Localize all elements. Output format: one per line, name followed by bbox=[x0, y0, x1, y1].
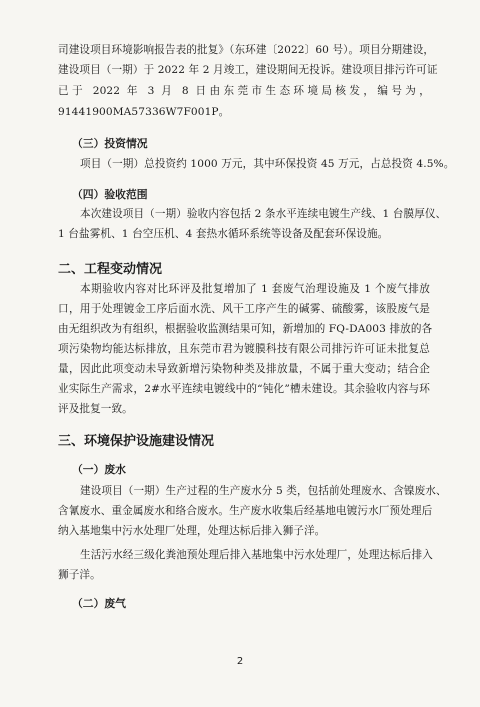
scope-line-1: 本次建设项目（一期）验收内容包括 2 条水平连续电镀生产线、1 台膜厚仪、 bbox=[80, 208, 447, 220]
page-number: 2 bbox=[236, 656, 244, 667]
intro-line-2: 建设项目（一期）于 2022 年 2 月竣工，建设期间无投诉。建设项目排污许可证 bbox=[58, 64, 438, 76]
investment-heading: （三）投资情况 bbox=[72, 137, 148, 150]
investment-line-1: 项目（一期）总投资约 1000 万元，其中环保投资 45 万元，占总投资 4.5%。 bbox=[80, 158, 455, 170]
section2-line-7: 评及批复一致。 bbox=[58, 403, 133, 415]
section2-line-4: 项污染物均能达标排放，且东莞市君为镀膜科技有限公司排污许可证未批复总 bbox=[58, 343, 430, 355]
waste-gas-heading: （二）废气 bbox=[72, 597, 126, 610]
scope-line-2: 1 台盐雾机、1 台空压机、4 套热水循环系统等设备及配套环保设施。 bbox=[58, 228, 389, 240]
scope-heading: （四）验收范围 bbox=[72, 188, 148, 201]
section2-line-3: 由无组织改为有组织，根据验收监测结果可知，新增加的 FQ-DA003 排放的各 bbox=[58, 323, 433, 335]
section2-line-2: 口，用于处理镀金工序后面水洗、风干工序产生的碱雾、硫酸雾，该股废气是 bbox=[58, 303, 430, 315]
section2-line-5: 量，因此此项变动未导致新增污染物种类及排放量，不属于重大变动；结合企 bbox=[58, 363, 430, 375]
section2-heading: 二、工程变动情况 bbox=[58, 262, 163, 277]
wastewater-line-2: 含氰废水、重金属废水和络合废水。生产废水收集后经基地电镀污水厂预处理后 bbox=[58, 505, 433, 517]
section2-line-6: 业实际生产需求，2#水平连续电镀线中的“钝化”槽未建设。其余验收内容与环 bbox=[58, 383, 430, 395]
intro-line-3: 已于 2022 年 3 月 8 日由东莞市生态环境局核发，编号为， bbox=[58, 85, 430, 97]
wastewater-heading: （一）废水 bbox=[72, 463, 126, 476]
wastewater-line-5: 狮子洋。 bbox=[58, 569, 101, 581]
section2-line-1: 本期验收内容对比环评及批复增加了 1 套废气治理设施及 1 个废气排放 bbox=[80, 283, 430, 295]
intro-line-1: 司建设项目环境影响报告表的批复》（东环建〔2022〕60 号）。项目分期建设， bbox=[58, 44, 435, 56]
intro-line-4: 91441900MA57336W7F001P。 bbox=[58, 106, 230, 118]
section3-heading: 三、环境保护设施建设情况 bbox=[58, 434, 215, 449]
wastewater-line-4: 生活污水经三级化粪池预处理后排入基地集中污水处理厂，处理达标后排入 bbox=[80, 549, 433, 561]
wastewater-line-1: 建设项目（一期）生产过程的生产废水分 5 类，包括前处理废水、含镍废水、 bbox=[80, 485, 447, 497]
wastewater-line-3: 纳入基地集中污水处理厂处理，处理达标后排入狮子洋。 bbox=[58, 525, 326, 537]
